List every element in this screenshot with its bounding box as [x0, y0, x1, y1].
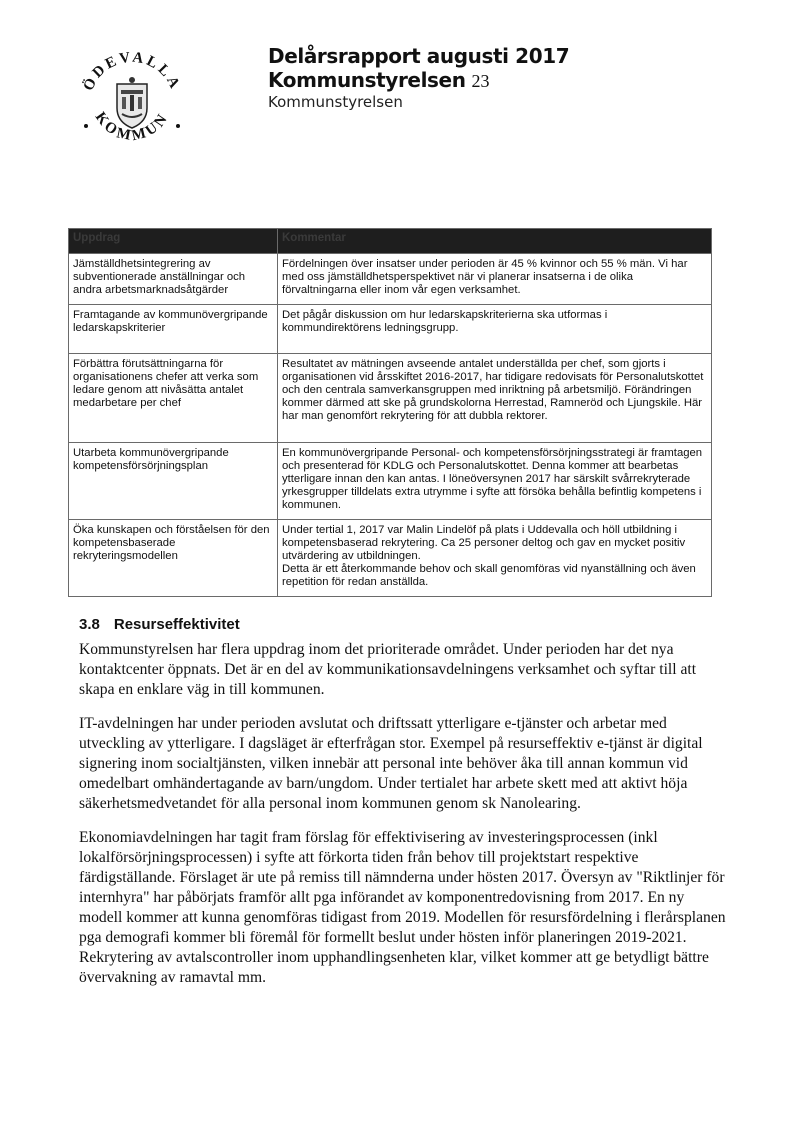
header-subtitle: Kommunstyrelsen [268, 93, 403, 111]
cell-uppdrag: Utarbeta kommunövergripande kompetensförsörjningsplan [69, 442, 278, 519]
cell-kommentar: Fördelningen över insatser under perioden är 45 % kvinnor och 55 % män. Vi har med oss jämställdhetsperspektivet när vi planerar insatserna i de olika förvaltningarna eller inom vår egen verksamhet. [278, 254, 712, 305]
page-number: 23 [471, 71, 490, 91]
cell-kommentar: Resultatet av mätningen avseende antalet underställda per chef, som gjorts i organisationen vid årsskiftet 2016-2017, har tidigare redovisats för Personalutskottet och den centrala samverkansgruppen med inriktning på arbetsmiljö. Förändringen kommer därmed att ske på grundskolorna Herrestad, Ramneröd och Ljungskile. Här har man genomfört rekrytering för att dubbla rektorer. [278, 353, 712, 442]
cell-kommentar: Det pågår diskussion om hur ledarskapskriterierna ska utformas i kommundirektörens ledningsgrupp. [278, 304, 712, 353]
cell-uppdrag: Framtagande av kommunövergripande ledarskapskriterier [69, 304, 278, 353]
paragraph: Kommunstyrelsen har flera uppdrag inom det prioriterade området. Under perioden har det nya kontaktcenter öppnats. Det är en del av kommunikationsavdelningens verksamhet och syftar till att skapa en enklare väg in till kommunen. [79, 641, 697, 698]
table-row [69, 353, 712, 442]
page-header [268, 44, 738, 111]
section-heading [79, 616, 240, 633]
table-row [69, 304, 712, 353]
cell-uppdrag: Öka kunskapen och förståelsen för den kompetensbaserade rekryteringsmodellen [69, 519, 278, 596]
table-row [69, 519, 712, 596]
municipal-logo [72, 42, 192, 162]
paragraph: IT-avdelningen har under perioden avslutat och driftssatt ytterligare e-tjänster och arbetar med utveckling av ytterligare. I dagsläget är efterfrågan stor. Exempel på resurseffektiv e-tjänst är digital signering inom socialtjänsten, vilken innebär att personal inte behöver åka till annan kommun vid omedelbart omhändertagande av barn/ungdom. Under tertialet har arbete skett med att aktivt höja säkerhetsmedvetandet för alla personal inom kommunen genom sk Nanolearing. [79, 715, 703, 812]
cell-kommentar: Under tertial 1, 2017 var Malin Lindelöf på plats i Uddevalla och höll utbildning i kompetensbaserad rekrytering. Ca 25 personer deltog och gav en mycket positiv utvärdering av utbildningen. Detta är ett återkommande behov och skall genomföras vid nyanställning och även repetition för redan anställda. [278, 519, 712, 596]
table-body [69, 254, 712, 597]
header-title-line [268, 44, 738, 92]
section-number: 3.8 [79, 616, 100, 633]
cell-kommentar: En kommunövergripande Personal- och kompetensförsörjningsstrategi är framtagen och presenterad för KDLG och Personalutskottet. Denna kommer att bearbetas ytterligare innan den kan antas. I löneöversynen 2017 har särskilt svårrekryterade yrkesgrupper tilldelats extra utrymme i syfte att försöka behålla befintlig kompetens i kommunen. [278, 442, 712, 519]
column-header-uppdrag: Uppdrag [69, 229, 278, 254]
assignments-table [68, 228, 712, 597]
table-row [69, 442, 712, 519]
section-title: Resurseffektivitet [113, 616, 240, 633]
paragraph: Ekonomiavdelningen har tagit fram förslag för effektivisering av investeringsprocessen (inkl lokalförsörjningsprocessen) i syfte att förkorta tiden från behov till projektstart respektive färdigställande. Förslaget är ute på remiss till nämnderna under hösten 2017. Översyn av "Riktlinjer för internhyra" har påbörjats framför allt pga införandet av komponentredovisning from 2017. En ny modell kommer att kunna genomföras tidigast from 2019. Modellen för resursfördelning i flerårsplanen pga demografi kommer bli föremål för formellt beslut under hösten inför planeringen 2019-2021. Rekrytering av avtalscontroller inom upphandlingsenheten klar, vilket kommer att ge betydligt bättre övervakning av ramavtal mm. [79, 829, 726, 986]
logo-text-bottom: KOMMUN [91, 109, 173, 145]
column-header-kommentar: Kommentar [278, 229, 712, 254]
table-row [69, 254, 712, 305]
cell-uppdrag: Förbättra förutsättningarna för organisationens chefer att verka som ledare genom att nivåsätta antalet medarbetare per chef [69, 353, 278, 442]
cell-uppdrag: Jämställdhetsintegrering av subventionerade anställningar och andra arbetsmarknadsåtgärder [69, 254, 278, 305]
header-title: Delårsrapport augusti 2017 Kommunstyrelsen [268, 44, 570, 92]
logo-text-top: ÖDEVALLA [80, 49, 184, 94]
table-header-row [69, 229, 712, 254]
coat-of-arms-icon [72, 42, 192, 162]
